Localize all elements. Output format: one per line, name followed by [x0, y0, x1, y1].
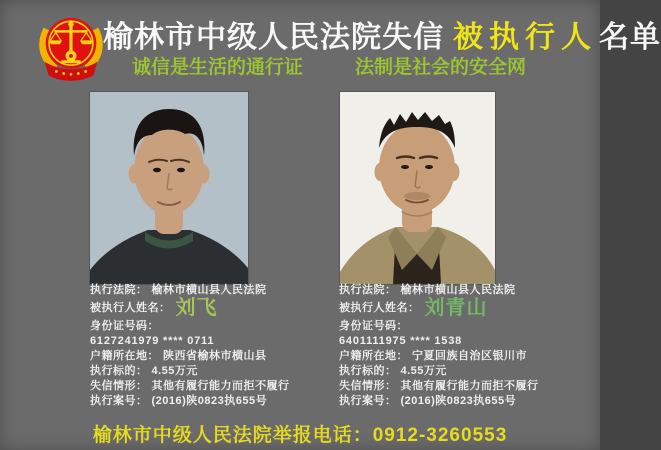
case-row [90, 394, 340, 409]
residence-value: 陕西省榆林市横山县 [163, 350, 267, 362]
amount-value: 4.55万元 [151, 365, 198, 377]
report-hotline: 榆林市中级人民法院举报电话：0912-3260553 [92, 425, 508, 446]
title-right: 名单 [599, 21, 661, 54]
court-value: 榆林市横山县人民法院 [151, 284, 267, 296]
court-value: 榆林市横山县人民法院 [400, 284, 516, 296]
person-name: 刘青山 [424, 297, 488, 319]
case-label: 执行案号： [339, 395, 397, 407]
case-label: 执行案号： [90, 395, 148, 407]
id-label-row [90, 319, 340, 334]
case-value: (2016)陕0823执655号 [151, 395, 268, 407]
person-2-photo [340, 92, 495, 284]
amount-value: 4.55万元 [400, 365, 447, 377]
id-label: 身份证号码： [339, 320, 408, 332]
residence-label: 户籍所在地： [339, 350, 408, 362]
slogan-left: 诚信是生活的通行证 [132, 57, 304, 78]
amount-row [90, 364, 340, 379]
id-label: 身份证号码： [90, 320, 159, 332]
circumstance-value: 其他有履行能力而拒不履行 [151, 380, 290, 392]
name-row [90, 298, 340, 319]
case-row [339, 394, 589, 409]
court-label: 执行法院： [90, 284, 148, 296]
amount-label: 执行标的： [339, 365, 397, 377]
circumstance-label: 失信情形： [339, 380, 397, 392]
residence-row [339, 349, 589, 364]
amount-row [339, 364, 589, 379]
circumstance-row [339, 379, 589, 394]
person-1-info [90, 283, 340, 409]
case-value: (2016)陕0823执655号 [400, 395, 517, 407]
circumstance-row [90, 379, 340, 394]
person-name: 刘飞 [175, 297, 218, 319]
residence-row [90, 349, 340, 364]
person-1-photo [90, 92, 248, 284]
circumstance-value: 其他有履行能力而拒不履行 [400, 380, 539, 392]
residence-value: 宁夏回族自治区银川市 [412, 350, 527, 362]
title-highlight: 被执行人 [453, 21, 597, 54]
court-label: 执行法院： [339, 284, 397, 296]
court-row [90, 283, 340, 298]
court-row [339, 283, 589, 298]
name-label: 被执行人姓名： [90, 302, 171, 314]
person-2-info [339, 283, 589, 409]
court-emblem-icon [33, 15, 109, 81]
name-label: 被执行人姓名： [339, 302, 420, 314]
residence-label: 户籍所在地： [90, 350, 159, 362]
circumstance-label: 失信情形： [90, 380, 148, 392]
id-number-row: 6127241979 **** 0711 [90, 335, 215, 347]
slogan-right: 法制是社会的安全网 [355, 57, 527, 78]
id-number-row: 6401111975 **** 1538 [339, 335, 463, 347]
title-left: 榆林市中级人民法院失信 [103, 21, 444, 54]
id-label-row [339, 319, 589, 334]
page-title [103, 21, 661, 55]
name-row [339, 298, 589, 319]
amount-label: 执行标的： [90, 365, 148, 377]
